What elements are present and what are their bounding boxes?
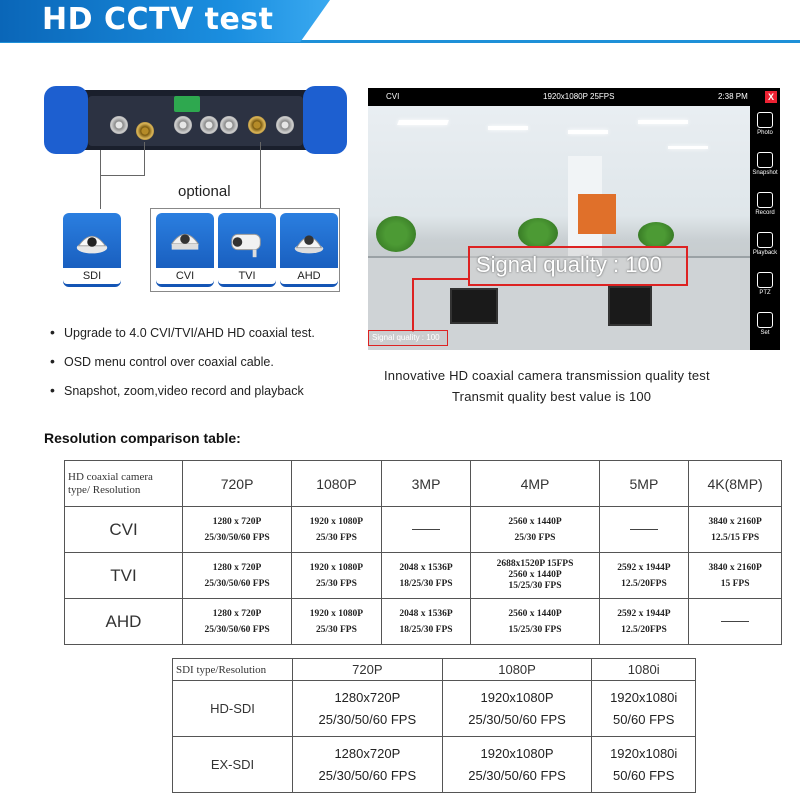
table-cell	[442, 737, 592, 793]
connector-line	[100, 175, 101, 209]
plant	[376, 216, 416, 252]
table-cell	[471, 599, 599, 645]
table-cell	[471, 553, 599, 599]
table-cell	[381, 553, 471, 599]
cell-line: 15 FPS	[720, 578, 750, 589]
monitor	[450, 288, 498, 324]
cell-line: 2560 x 1440P	[508, 516, 562, 527]
column-header: 5MP	[599, 461, 689, 507]
dome-camera-icon	[290, 223, 328, 261]
not-supported-dash	[721, 621, 749, 622]
table-cell	[293, 737, 443, 793]
red-indicator-line	[412, 278, 414, 332]
page-title: HD CCTV test	[42, 2, 274, 37]
table-row	[173, 737, 696, 793]
monitor	[608, 286, 652, 326]
row-header: HD-SDI	[173, 681, 293, 737]
red-indicator-line	[412, 278, 470, 280]
tvi-camera-icon	[218, 213, 276, 287]
plant	[518, 218, 558, 248]
orange-wall	[578, 194, 616, 234]
resolution-label: 1920x1080P 25FPS	[543, 92, 615, 101]
cvi-camera-icon	[156, 213, 214, 287]
ceiling-light	[397, 120, 449, 125]
cell-line: 25/30/50/60 FPS	[318, 767, 417, 783]
cell-line: 2688x1520P 15FPS	[496, 559, 574, 569]
cell-line: 3840 x 2160P	[708, 562, 762, 573]
cell-line: 1920 x 1080P	[309, 516, 364, 527]
cell-line: 1920x1080i	[610, 689, 678, 705]
ceiling-light	[488, 126, 528, 130]
cell-line: 1920 x 1080P	[309, 562, 364, 573]
table-cell	[592, 681, 696, 737]
ceiling-light	[668, 146, 708, 149]
table-cell	[599, 507, 689, 553]
cell-line: 1280x720P	[334, 689, 401, 705]
ahd-camera-icon	[280, 213, 338, 287]
cell-line: 1280x720P	[334, 745, 401, 761]
table-corner-header	[65, 461, 183, 507]
screen-caption-line1: Innovative HD coaxial camera transmission quality test	[384, 368, 710, 383]
table-corner-header: SDI type/Resolution	[173, 659, 293, 681]
playback-icon	[757, 232, 773, 248]
cell-line: 18/25/30 FPS	[399, 578, 453, 589]
device-bumper-right	[303, 86, 347, 154]
row-header: TVI	[65, 553, 183, 599]
connector-line	[260, 142, 261, 208]
cell-line: 25/30 FPS	[315, 532, 357, 543]
screen-side-menu	[750, 106, 780, 350]
table-cell	[689, 599, 782, 645]
table-cell	[292, 599, 382, 645]
table-row	[65, 507, 782, 553]
cell-line: 15/25/30 FPS	[508, 581, 562, 591]
table-title: Resolution comparison table:	[44, 430, 241, 446]
close-button[interactable]: X	[765, 91, 777, 103]
row-header: CVI	[65, 507, 183, 553]
icon-label: SDI	[63, 268, 121, 284]
cell-line: 25/30 FPS	[514, 532, 556, 543]
feature-item: • OSD menu control over coaxial cable.	[50, 347, 315, 376]
table-cell	[293, 681, 443, 737]
table-cell	[471, 507, 599, 553]
table-row	[65, 599, 782, 645]
menu-set[interactable]	[750, 306, 780, 346]
table-cell	[183, 599, 292, 645]
cell-line: 25/30/50/60 FPS	[204, 578, 270, 589]
cell-line: 2592 x 1944P	[617, 608, 671, 619]
connector-line	[100, 150, 101, 176]
bnc-port	[136, 122, 154, 140]
cell-line: 25/30 FPS	[315, 624, 357, 635]
menu-label: Photo	[757, 130, 773, 136]
column-header: 3MP	[381, 461, 471, 507]
screen-caption-line2: Transmit quality best value is 100	[452, 389, 652, 404]
signal-quality-overlay	[468, 246, 688, 286]
dome-camera-icon	[73, 223, 111, 261]
cell-line: 25/30/50/60 FPS	[318, 711, 417, 727]
table-header-row	[173, 659, 696, 681]
cell-line: 3840 x 2160P	[708, 516, 762, 527]
cell-line: 12.5/15 FPS	[711, 532, 760, 543]
signal-quality-small: Signal quality : 100	[368, 330, 448, 346]
cell-line: 1280 x 720P	[212, 516, 262, 527]
table-cell	[442, 681, 592, 737]
table-cell	[689, 507, 782, 553]
tester-screen	[368, 88, 780, 350]
table-cell	[292, 507, 382, 553]
menu-label: Record	[755, 210, 775, 216]
ptz-icon	[757, 272, 773, 288]
table-cell	[599, 553, 689, 599]
cell-line: 1280 x 720P	[212, 562, 262, 573]
cell-line: 25/30/50/60 FPS	[468, 767, 566, 783]
cell-line: 2560 x 1440P	[508, 608, 562, 619]
cell-line: 1280 x 720P	[212, 608, 262, 619]
icon-label: CVI	[156, 268, 214, 284]
bnc-port	[110, 116, 128, 134]
menu-photo[interactable]	[750, 106, 780, 146]
table-row	[65, 553, 782, 599]
ceiling-light	[638, 120, 688, 124]
row-header: EX-SDI	[173, 737, 293, 793]
column-header: 4K(8MP)	[689, 461, 782, 507]
optional-label: optional	[178, 183, 231, 200]
table-cell	[381, 599, 471, 645]
cell-line: 15/25/30 FPS	[508, 624, 562, 635]
row-header: AHD	[65, 599, 183, 645]
corner-line: HD coaxial camera	[68, 470, 153, 483]
cell-line: 2048 x 1536P	[399, 608, 453, 619]
time-label: 2:38 PM	[718, 92, 748, 101]
menu-playback[interactable]	[750, 226, 780, 266]
plant	[638, 222, 674, 248]
table-row	[173, 681, 696, 737]
menu-snapshot[interactable]	[750, 146, 780, 186]
icon-label: AHD	[280, 268, 338, 284]
feature-item: • Upgrade to 4.0 CVI/TVI/AHD HD coaxial test.	[50, 318, 315, 347]
signal-quality-text: Signal quality : 100	[476, 252, 662, 277]
table-cell	[592, 737, 696, 793]
record-icon	[757, 192, 773, 208]
column-header: 1080i	[592, 659, 696, 681]
resolution-comparison-table	[64, 460, 782, 645]
table-cell	[599, 599, 689, 645]
cell-line: 25/30/50/60 FPS	[204, 532, 270, 543]
cell-line: 25/30/50/60 FPS	[468, 711, 566, 727]
table-cell	[183, 553, 292, 599]
corner-line: type/ Resolution	[68, 483, 141, 496]
wrench-icon	[757, 312, 773, 328]
cell-line: 25/30/50/60 FPS	[204, 624, 270, 635]
table-header-row	[65, 461, 782, 507]
cell-line: 1920x1080P	[480, 689, 554, 705]
camera-feed	[368, 106, 750, 350]
device-port-panel	[88, 96, 303, 146]
menu-label: Snapshot	[752, 170, 778, 176]
column-header: 720P	[183, 461, 292, 507]
menu-ptz[interactable]	[750, 266, 780, 306]
cell-line: 1920 x 1080P	[309, 608, 364, 619]
menu-record[interactable]	[750, 186, 780, 226]
bnc-port	[174, 116, 192, 134]
table-cell	[381, 507, 471, 553]
audio-port	[220, 116, 238, 134]
not-supported-dash	[630, 529, 658, 530]
table-cell	[183, 507, 292, 553]
mode-label: CVI	[386, 92, 400, 101]
icon-label: TVI	[218, 268, 276, 284]
photo-icon	[757, 112, 773, 128]
cell-line: 2592 x 1944P	[617, 562, 671, 573]
cell-line: 25/30 FPS	[315, 578, 357, 589]
bnc-port	[276, 116, 294, 134]
menu-label: Playback	[752, 250, 778, 256]
screen-status-bar	[368, 88, 780, 106]
cell-line: 1920x1080P	[480, 745, 554, 761]
cell-line: 50/60 FPS	[612, 711, 675, 727]
column-header: 720P	[293, 659, 443, 681]
feature-list	[50, 318, 315, 405]
cell-line: 12.5/20FPS	[621, 624, 667, 635]
not-supported-dash	[412, 529, 440, 530]
bullet-camera-icon	[228, 223, 266, 261]
feature-item: • Snapshot, zoom,video record and playback	[50, 376, 315, 405]
ceiling-light	[568, 130, 608, 134]
dome-camera-icon	[166, 223, 204, 261]
camera-icon	[757, 152, 773, 168]
table-cell	[689, 553, 782, 599]
cell-line: 2560 x 1440P	[508, 570, 562, 580]
tester-device	[48, 90, 343, 150]
menu-label: PTZ	[759, 290, 771, 296]
connector-line	[144, 142, 145, 176]
cell-line: 12.5/20FPS	[621, 578, 667, 589]
device-bumper-left	[44, 86, 88, 154]
sdi-camera-icon	[63, 213, 121, 287]
table-cell	[292, 553, 382, 599]
audio-port	[200, 116, 218, 134]
cell-line: 2048 x 1536P	[399, 562, 453, 573]
column-header: 4MP	[471, 461, 599, 507]
green-terminal-connector	[174, 96, 200, 112]
bnc-port	[248, 116, 266, 134]
connector-line	[100, 175, 144, 176]
sdi-resolution-table	[172, 658, 696, 793]
cell-line: 18/25/30 FPS	[399, 624, 453, 635]
column-header: 1080P	[442, 659, 592, 681]
menu-label: Set	[760, 330, 770, 336]
column-header: 1080P	[292, 461, 382, 507]
cell-line: 50/60 FPS	[612, 767, 675, 783]
cell-line: 1920x1080i	[610, 745, 678, 761]
